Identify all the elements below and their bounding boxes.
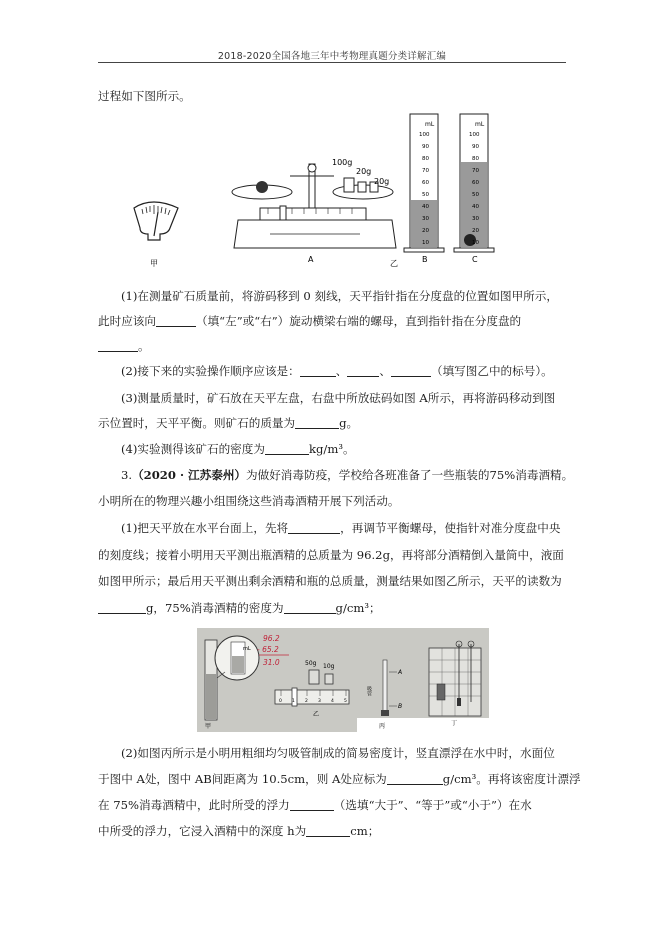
cyl-b-tick-50: 50 [422,192,429,198]
q1-p1-b-pre: 此时应该向 [98,314,156,328]
q3-p1-a-post: ，再调节平衡螺母，使指针对准分度盘中央 [340,521,561,535]
q3-p2-d-post: cm； [350,824,380,838]
cyl-c-tick-90: 90 [472,144,479,150]
q1-p1-a: (1)在测量矿石质量前，将游码移到 0 刻线，天平指针指在分度盘的位置如图甲所示， [121,289,558,303]
answer-blank[interactable] [156,314,196,327]
label-A: A [308,255,314,264]
weight-20g-b: 20g [374,177,390,186]
answer-blank[interactable] [300,364,336,377]
cyl-c-tick-50: 50 [472,192,479,198]
weight-100g: 100g [332,158,353,167]
cyl-b-tick-100: 100 [419,132,430,138]
q1-p3-a: (3)测量质量时，矿石放在天平左盘，右盘中所放砝码如图 A所示，再将游码移动到图 [121,391,556,405]
cyl-c-tick-10: 10 [472,240,479,246]
photo-cutout [357,718,489,732]
label-C: C [472,255,478,264]
answer-blank[interactable] [288,521,340,534]
cyl-b-tick-70: 70 [422,168,429,174]
straw-label: 吸管 [366,686,372,696]
cyl-b-tick-30: 30 [422,216,429,222]
q3-p2-b-pre: 于图中 A处，图中 AB间距离为 10.5cm，则 A处应标为 [98,772,387,786]
figure-balance-cylinders [120,108,520,274]
q3-p2-c-pre: 在 75%消毒酒精中，此时所受的浮力 [98,798,290,812]
cyl-c-tick-30: 30 [472,216,479,222]
q3-p2-b [98,771,581,787]
q3-p1-d-post: g/cm³； [335,601,381,615]
q1-p1-c [98,338,150,354]
q3-p2-c [98,797,532,813]
q3-stem-b: 小明所在的物理兴趣小组围绕这些消毒酒精开展下列活动。 [98,494,400,508]
fig2-label-yi: 乙 [313,711,320,718]
q1-p1-c-post: 。 [138,339,150,353]
rider-tick-2: 2 [305,699,308,704]
answer-blank[interactable] [391,364,431,377]
cyl-c-tick-100: 100 [469,132,480,138]
answer-blank[interactable] [98,339,138,352]
rider-tick-0: 0 [279,699,282,704]
cyl-c-unit: mL [475,121,485,128]
fig2-label-B: B [398,703,403,710]
fig2-label-ding: 丁 [451,720,458,727]
label-jia: 甲 [150,259,158,268]
beaker-ding [429,641,481,716]
cyl-jia-unit: mL [243,646,251,652]
rider-tick-1: 1 [292,699,295,704]
cyl-c-tick-70: 70 [472,168,479,174]
intro-text: 过程如下图所示。 [98,89,191,103]
weight-20g-a: 20g [356,167,372,176]
q3-p2-a: (2)如图丙所示是小明用粗细均匀吸管制成的简易密度计，竖直漂浮在水中时，水面位 [121,746,555,760]
fig2-label-jia: 甲 [205,723,212,730]
answer-blank[interactable] [347,364,379,377]
label-B: B [422,255,428,264]
cyl-b-tick-20: 20 [422,228,429,234]
cyl-b-tick-90: 90 [422,144,429,150]
hand-line-1: 96.2 [263,634,280,643]
q3-stem-a [121,467,573,483]
balance-figure [232,164,396,248]
cyl-b-unit: mL [425,121,435,128]
q1-p2-sep1: 、 [335,364,348,378]
rider-tick-5: 5 [344,699,347,704]
fig2-weight-10g: 10g [323,663,335,670]
q3-p2-d [98,823,379,839]
rider-tick-4: 4 [331,699,334,704]
q3-stem-a-text: 为做好消毒防疫，学校给各班准备了一些瓶装的75%消毒酒精。 [246,468,574,482]
cyl-c-tick-20: 20 [472,228,479,234]
label-yi: 乙 [390,259,398,268]
q1-p1-b [98,313,521,329]
q3-num: 3. [121,468,133,482]
hand-line-2: - 65.2 [257,645,279,654]
q1-p2-post: （填写图乙中的标号）。 [430,364,553,378]
scale-dial-figure [134,202,178,240]
fig2-weight-50g: 50g [305,660,317,667]
answer-blank[interactable] [295,416,339,429]
q1-p4-post: kg/m³。 [308,442,355,456]
q1-p3-b-pre: 示位置时，天平平衡。则矿石的质量为 [98,416,296,430]
q1-p2 [121,363,553,379]
answer-blank[interactable] [265,442,309,455]
q3-p2-b-post: g/cm³。再将该密度计漂浮 [442,772,581,786]
cyl-c-tick-60: 60 [472,180,479,186]
q3-p1-a [121,520,560,536]
q3-p1-d-mid: g，75%消毒酒精的密度为 [146,601,284,615]
q3-p2-c-post: （选填“大于”、“等于”或“小于”）在水 [333,798,532,812]
answer-blank[interactable] [306,824,350,837]
answer-blank[interactable] [290,798,334,811]
q1-p2-pre: (2)接下来的实验操作顺序应该是： [121,364,300,378]
cyl-b-tick-60: 60 [422,180,429,186]
cyl-c-tick-80: 80 [472,156,479,162]
q1-p3-b-post: g。 [339,416,359,430]
q1-p3-b [98,415,358,431]
answer-blank[interactable] [387,772,443,785]
q3-p1-c: 如图甲所示；最后用天平测出剩余酒精和瓶的总质量，测量结果如图乙所示，天平的读数为 [98,574,562,588]
q3-p1-d [98,600,381,616]
q3-source: （2020 · 江苏泰州） [132,468,247,482]
hand-line-3: 31.0 [263,658,280,667]
figure-alcohol-experiment [197,628,489,732]
q3-p1-b: 的刻度线；接着小明用天平测出瓶酒精的总质量为 96.2g，再将部分酒精倒入量筒中，液面 [98,548,564,562]
header-rule [98,62,566,63]
q1-p1-b-post: （填“左”或“右”）旋动横梁右端的螺母，直到指针指在分度盘的 [195,314,522,328]
rider-tick-3: 3 [318,699,321,704]
q3-p2-d-pre: 中所受的浮力，它浸入酒精中的深度 h为 [98,824,307,838]
fig2-label-bing: 丙 [379,723,386,730]
page-header: 2018-2020全国各地三年中考物理真题分类详解汇编 [217,51,447,62]
q1-p2-sep2: 、 [379,364,391,378]
cyl-b-tick-80: 80 [422,156,429,162]
cyl-c-tick-40: 40 [472,204,479,210]
cyl-b-tick-40: 40 [422,204,429,210]
answer-blank[interactable] [98,601,146,614]
q1-p4 [121,441,355,457]
q1-p4-pre: (4)实验测得该矿石的密度为 [121,442,265,456]
answer-blank[interactable] [284,601,336,614]
fig2-label-A: A [398,669,403,676]
q3-p1-a-pre: (1)把天平放在水平台面上，先将 [121,521,289,535]
cyl-b-tick-10: 10 [422,240,429,246]
